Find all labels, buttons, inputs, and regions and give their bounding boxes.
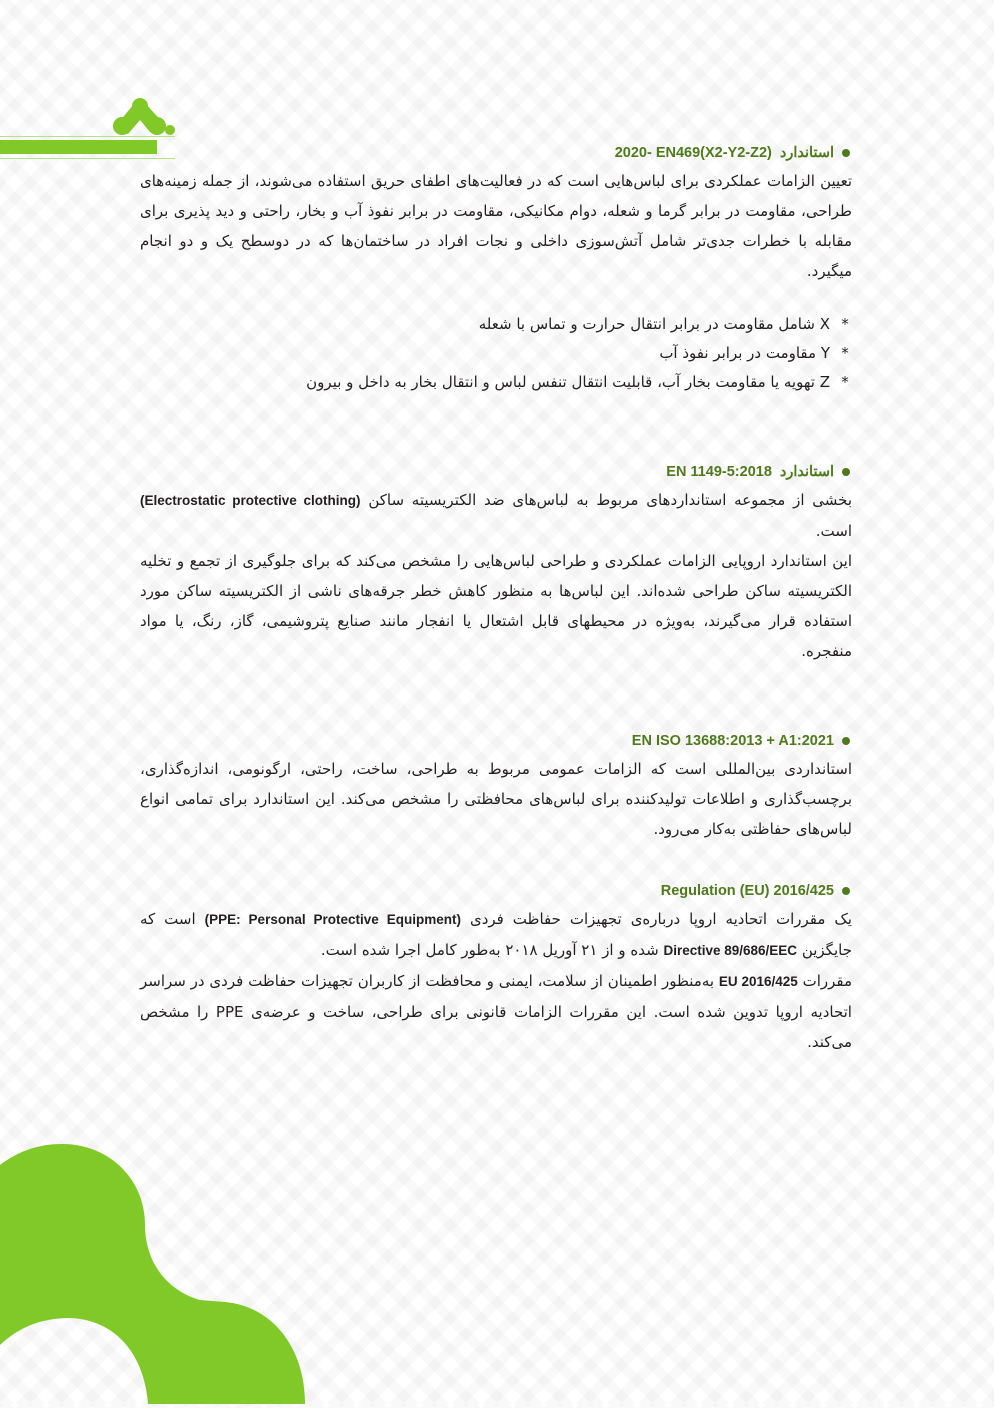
section-en-iso-13688	[140, 728, 852, 844]
xyz-list	[140, 310, 852, 397]
paragraph: این استاندارد اروپایی الزامات عملکردی و طراحی لباس‌هایی را مشخص می‌کند که برای جلوگیری از تجمع و تخلیه الکتریسیته ساکن طراحی شده‌اند. این لباس‌ها به منظور کاهش خطر جرقه‌های ناشی از الکتریسیته ساکن مورد استفاده قرار می‌گیرند، به‌ویژه در محیطهای قابل اشتعال یا انفجار مانند صنایع پتروشیمی، گاز، رنگ، یا مواد منفجره.	[140, 552, 852, 660]
bullet-dot-icon	[842, 737, 850, 745]
heading-label: استاندارد	[779, 145, 834, 161]
bullet-dot-icon	[842, 887, 850, 895]
decorative-blob-icon	[0, 1130, 320, 1404]
list-item-text: Y مقاومت در برابر نفوذ آب	[659, 344, 830, 362]
heading-standard-code: Regulation (EU) 2016/425	[660, 883, 834, 899]
heading-standard-code: 2020- EN469(X2-Y2-Z2)	[614, 145, 772, 161]
heading-standard-code: EN 1149-5:2018	[666, 464, 772, 480]
bullet-dot-icon	[842, 468, 850, 476]
list-item-text: X شامل مقاومت در برابر انتقال حرارت و تماس با شعله	[478, 315, 830, 333]
heading-label: استاندارد	[779, 464, 834, 480]
asterisk-icon: *	[841, 344, 849, 362]
text-run: است که جایگزین	[140, 910, 852, 959]
bullet-dot-icon	[842, 149, 850, 157]
section-heading	[140, 459, 852, 485]
list-item	[140, 368, 852, 397]
section-en469	[140, 140, 852, 397]
heading-standard-code: EN ISO 13688:2013 + A1:2021	[631, 733, 834, 749]
list-item	[140, 310, 852, 339]
list-item	[140, 339, 852, 368]
text-run: بخشی از مجموعه استانداردهای مربوط به لباس‌های ضد الکتریسیته ساکن	[360, 491, 852, 509]
paragraph: استانداردی بین‌المللی است که الزامات عمومی مربوط به طراحی، ساخت، راحتی، ارگونومی، اندازه‌گذاری، برچسب‌گذاری و اطلاعات تولیدکننده برای لباس‌های محافظتی را مشخص می‌کند. این استاندارد برای تمامی انواع لباس‌های حفاظتی به‌کار می‌رود.	[140, 760, 852, 838]
text-run: به‌منظور اطمینان از سلامت، ایمنی و محافظت از کاربران تجهیزات حفاظت فردی در سراسر اتحادیه اروپا تدوین شده است. این مقررات الزامات قانونی برای طراحی، ساخت و عرضه‌ی PPE را مشخص می‌کند.	[140, 972, 852, 1051]
asterisk-icon: *	[841, 315, 849, 333]
english-term: EU 2016/425	[718, 974, 798, 989]
text-run: شده و از ۲۱ آوریل ۲۰۱۸ به‌طور کامل اجرا شده است.	[320, 941, 664, 959]
text-run: مقررات	[797, 972, 853, 990]
section-heading	[140, 878, 852, 904]
english-term: Directive 89/686/EEC	[663, 943, 798, 958]
english-term: (PPE: Personal Protective Equipment)	[204, 912, 461, 927]
paragraph: تعیین الزامات عملکردی برای لباس‌هایی است که در فعالیت‌های اطفای حریق استفاده می‌شوند، از جمله زمینه‌های طراحی، مقاومت در برابر گرما و شعله، دوام مکانیکی، مقاومت در برابر نفوذ آب و بخار، راحتی و دید پذیری برای مقابله با خطرات جدی‌تر شامل آتش‌سوزی داخلی و نجات افراد در ساختمان‌ها که در دوسطح یک و دو انجام میگیرد.	[140, 172, 852, 280]
decorative-green-shape	[0, 1130, 320, 1404]
text-run: یک مقررات اتحادیه اروپا درباره‌ی تجهیزات حفاظت فردی	[461, 910, 852, 928]
paragraph	[140, 485, 852, 546]
list-item-text: Z تهویه یا مقاومت بخار آب، قابلیت انتقال تنفس لباس و انتقال بخار به داخل و بیرون	[306, 373, 830, 391]
section-heading	[140, 728, 852, 754]
asterisk-icon: *	[841, 373, 849, 391]
document-body	[140, 140, 852, 1057]
section-en1149	[140, 459, 852, 666]
english-term: (Electrostatic protective clothing)	[140, 493, 361, 508]
paragraph	[140, 966, 852, 1057]
section-regulation-eu-2016-425	[140, 878, 852, 1057]
section-heading	[140, 140, 852, 166]
paragraph	[140, 904, 852, 966]
text-run: است.	[815, 522, 852, 540]
